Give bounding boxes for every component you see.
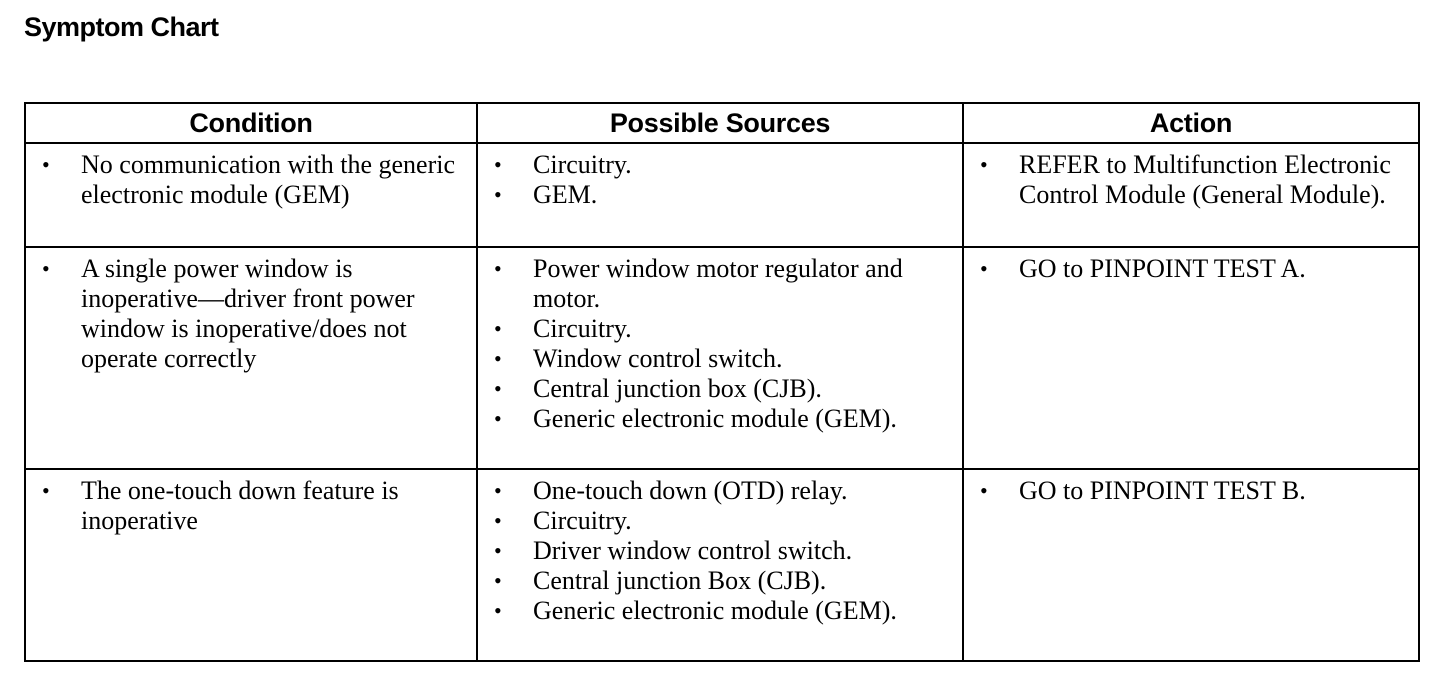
list-item: • No communication with the generic electronic module (GEM) [34, 150, 468, 210]
sources-cell [477, 469, 963, 661]
table-header-row [25, 103, 1419, 143]
list-item: • REFER to Multifunction Electronic Control Module (General Module). [972, 150, 1410, 210]
list-item: • The one-touch down feature is inoperative [34, 476, 468, 536]
condition-cell [25, 469, 477, 661]
sources-list [486, 254, 954, 434]
list-item: • A single power window is inoperative—driver front power window is inoperative/does not operate correctly [34, 254, 468, 374]
list-item: • Central junction Box (CJB). [486, 566, 954, 596]
action-list [972, 476, 1410, 506]
condition-list [34, 476, 468, 536]
list-item: • Generic electronic module (GEM). [486, 404, 954, 434]
list-item: • Circuitry. [486, 150, 954, 180]
table-row [25, 247, 1419, 469]
action-cell [963, 469, 1419, 661]
sources-list [486, 476, 954, 626]
list-item: • Power window motor regulator and motor. [486, 254, 954, 314]
header-possible-sources: Possible Sources [477, 103, 963, 143]
header-condition: Condition [25, 103, 477, 143]
list-item: • GO to PINPOINT TEST A. [972, 254, 1410, 284]
table-row [25, 143, 1419, 247]
table-row [25, 469, 1419, 661]
action-list [972, 150, 1410, 210]
condition-list [34, 150, 468, 210]
list-item: • Window control switch. [486, 344, 954, 374]
symptom-table [24, 102, 1420, 662]
page-title: Symptom Chart [24, 12, 219, 42]
sources-cell [477, 143, 963, 247]
list-item: • One-touch down (OTD) relay. [486, 476, 954, 506]
list-item: • Driver window control switch. [486, 536, 954, 566]
list-item: • GO to PINPOINT TEST B. [972, 476, 1410, 506]
action-cell [963, 143, 1419, 247]
condition-list [34, 254, 468, 374]
action-cell [963, 247, 1419, 469]
condition-cell [25, 143, 477, 247]
sources-list [486, 150, 954, 210]
list-item: • Circuitry. [486, 506, 954, 536]
list-item: • Generic electronic module (GEM). [486, 596, 954, 626]
sources-cell [477, 247, 963, 469]
header-action: Action [963, 103, 1419, 143]
list-item: • Central junction box (CJB). [486, 374, 954, 404]
condition-cell [25, 247, 477, 469]
list-item: • Circuitry. [486, 314, 954, 344]
list-item: • GEM. [486, 180, 954, 210]
action-list [972, 254, 1410, 284]
